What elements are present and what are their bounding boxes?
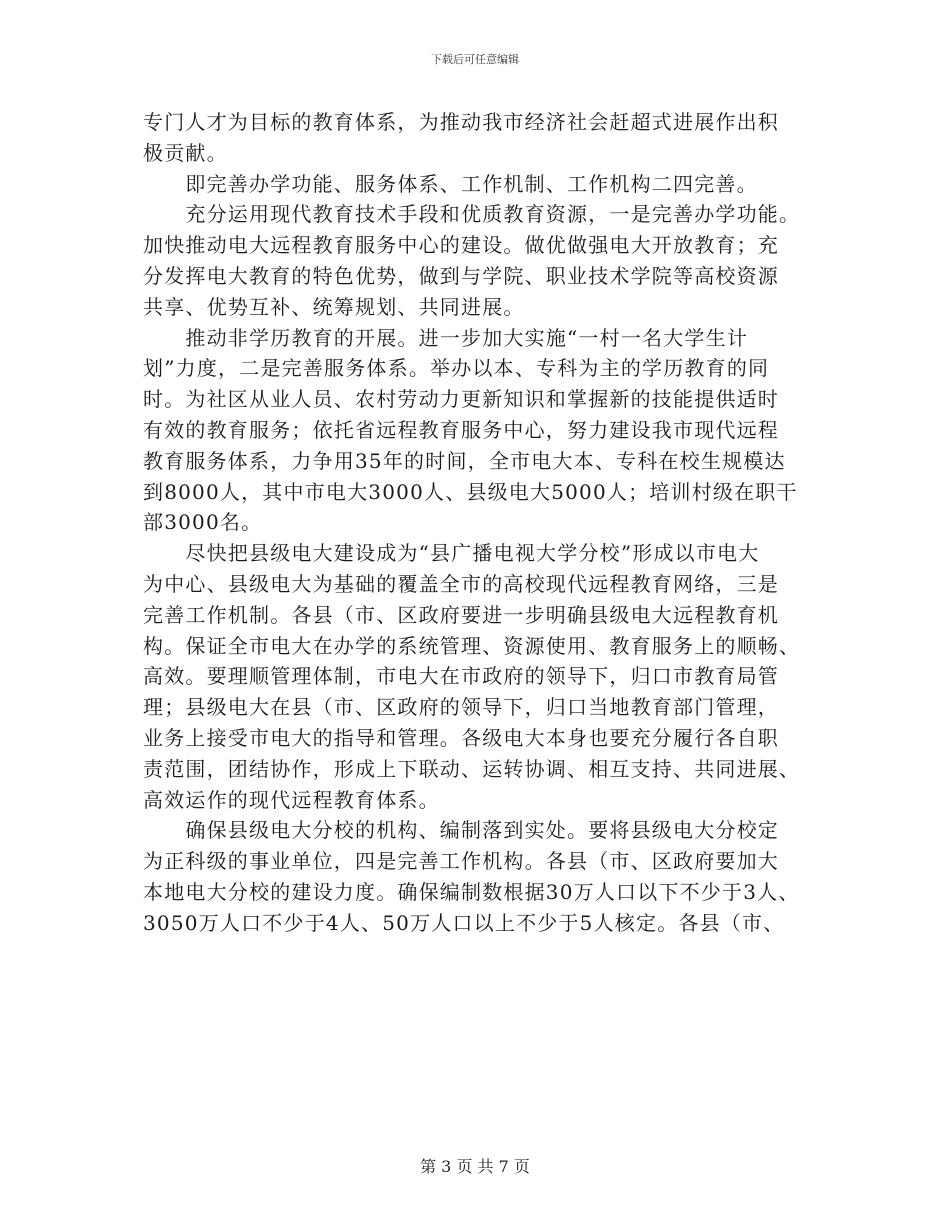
body-line: 理；县级电大在县（市、区政府的领导下，归口当地教育部门管理，: [143, 695, 779, 720]
body-line: 为正科级的事业单位，四是完善工作机构。各县（市、区政府要加大: [143, 849, 779, 874]
body-line: 划”力度，二是完善服务体系。举办以本、专科为主的学历教育的同: [143, 356, 770, 381]
page-header: 下载后可任意编辑: [431, 53, 519, 66]
body-line: 教育服务体系，力争用35年的时间，全市电大本、专科在校生规模达: [143, 448, 786, 473]
body-line: 即完善办学功能、服务体系、工作机制、工作机构二四完善。: [143, 171, 758, 196]
body-line: 共享、优势互补、统筹规划、共同进展。: [143, 294, 525, 319]
document-body: [143, 107, 808, 939]
body-line: 责范围，团结协作，形成上下联动、运转协调、相互支持、共同进展、: [143, 756, 801, 781]
body-line: 高效。要理顺管理体制，市电大在市政府的领导下，归口市教育局管: [143, 664, 779, 689]
body-line: 尽快把县级电大建设成为“县广播电视大学分校”形成以市电大: [143, 541, 760, 566]
body-line: 完善工作机制。各县（市、区政府要进一步明确县级电大远程教育机: [143, 602, 779, 627]
body-line: 推动非学历教育的开展。进一步加大实施“一村一名大学生计: [143, 325, 749, 350]
body-line: 有效的教育服务；依托省远程教育服务中心，努力建设我市现代远程: [143, 417, 779, 442]
body-line: 到8000人，其中市电大3000人、县级电大5000人；培训村级在职干: [143, 479, 798, 504]
body-line: 部3000名。: [143, 510, 263, 535]
body-line: 高效运作的现代远程教育体系。: [143, 787, 440, 812]
body-line: 本地电大分校的建设力度。确保编制数根据30万人口以下不少于3人、: [143, 879, 800, 904]
body-line: 业务上接受市电大的指导和管理。各级电大本身也要充分履行各自职: [143, 725, 779, 750]
body-line: 确保县级电大分校的机构、编制落到实处。要将县级电大分校定: [143, 818, 779, 843]
body-line: 专门人才为目标的教育体系，为推动我市经济社会赶超式进展作出积: [143, 110, 779, 134]
body-line: 极贡献。: [143, 140, 228, 165]
body-line: 3050万人口不少于4人、50万人口以上不少于5人核定。各县（市、: [143, 910, 785, 935]
body-line: 分发挥电大教育的特色优势，做到与学院、职业技术学院等高校资源: [143, 263, 779, 288]
body-line: 充分运用现代教育技术手段和优质教育资源，一是完善办学功能。: [143, 202, 801, 227]
page-footer: 第 3 页 共 7 页: [420, 1157, 530, 1176]
body-line: 时。为社区从业人员、农村劳动力更新知识和掌握新的技能提供适时: [143, 387, 779, 412]
body-line: 加快推动电大远程教育服务中心的建设。做优做强电大开放教育；充: [143, 233, 779, 258]
body-line: 构。保证全市电大在办学的系统管理、资源使用、教育服务上的顺畅、: [143, 633, 801, 658]
body-line: 为中心、县级电大为基础的覆盖全市的高校现代远程教育网络，三是: [143, 571, 779, 596]
